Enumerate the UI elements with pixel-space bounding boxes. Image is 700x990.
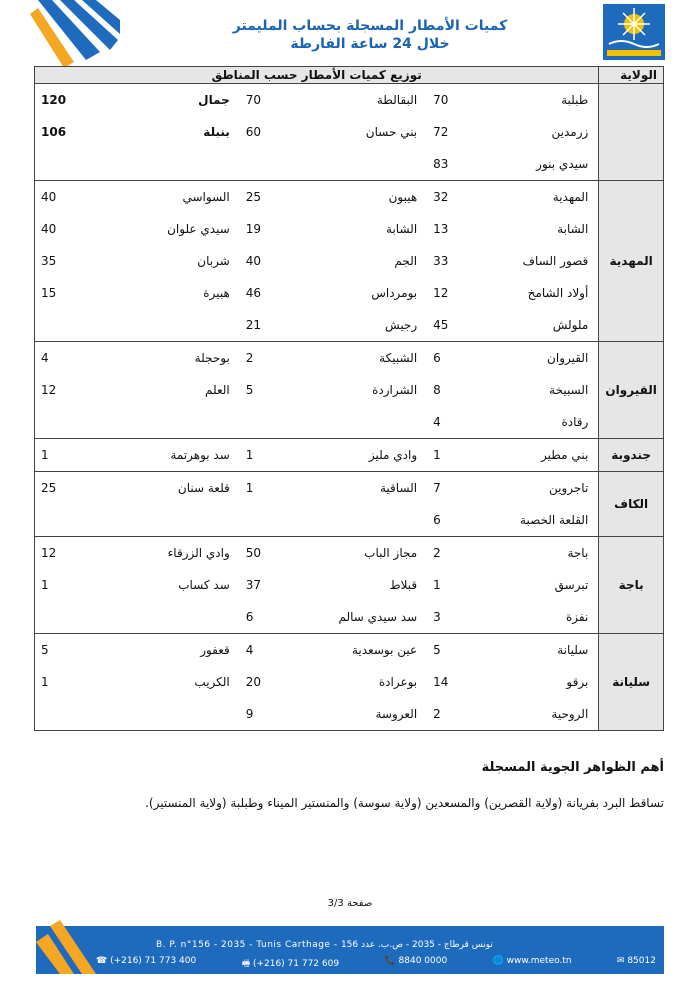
station-name-cell: مجاز الباب bbox=[299, 537, 427, 570]
rain-value-cell: 20 bbox=[245, 675, 262, 689]
rain-value-cell: 7 bbox=[427, 472, 486, 505]
table-row bbox=[35, 537, 664, 570]
table-row bbox=[35, 213, 664, 245]
station-name-cell: الشبيكة bbox=[299, 342, 427, 375]
table-row bbox=[35, 148, 664, 181]
rain-value-cell bbox=[35, 406, 92, 439]
footer-contacts bbox=[96, 956, 656, 972]
station-name-cell: سد كساب bbox=[178, 578, 230, 592]
page-title-block bbox=[150, 18, 590, 52]
rain-value-cell: 5 bbox=[245, 383, 254, 397]
rain-value-cell: 72 bbox=[433, 125, 449, 139]
station-name-cell: بومرداس bbox=[371, 286, 418, 300]
station-name-cell: هيبون bbox=[299, 181, 427, 214]
table-row bbox=[35, 634, 664, 667]
governorate-cell: المهدية bbox=[599, 181, 664, 342]
station-name-cell bbox=[92, 309, 240, 342]
governorate-cell bbox=[599, 84, 664, 181]
station-name-cell: القيروان bbox=[486, 342, 599, 375]
governorate-cell: الكاف bbox=[599, 472, 664, 537]
station-name-cell: رجيش bbox=[385, 318, 418, 332]
rain-value-cell: 13 bbox=[433, 222, 449, 236]
table-header-row bbox=[35, 67, 664, 84]
station-name-cell: الكريب bbox=[194, 675, 230, 689]
station-name-cell bbox=[92, 148, 240, 181]
station-name-cell: سد بوهرتمة bbox=[92, 439, 240, 472]
page-title: كميات الأمطار المسجلة بحساب المليمتر bbox=[232, 18, 508, 34]
rain-value-cell: 1 bbox=[35, 666, 92, 698]
phenomena-text: تساقط البرد بفريانة (ولاية القصرين) والمسعدين (ولاية سوسة) والمنستير الميناء وطبلبة (ولاية المنستير). bbox=[145, 796, 664, 810]
station-name-cell: الشابة bbox=[386, 222, 418, 236]
station-name-cell: سيدي بنور bbox=[536, 157, 589, 171]
rain-value-cell: 1 bbox=[240, 472, 299, 505]
station-name-cell: تبرسق bbox=[554, 578, 589, 592]
table-row bbox=[35, 601, 664, 634]
station-name-cell: جمال bbox=[92, 84, 240, 117]
rain-value-cell: 46 bbox=[245, 286, 262, 300]
station-name-cell: أولاد الشامخ bbox=[527, 286, 589, 300]
rain-value-cell bbox=[35, 309, 92, 342]
station-name-cell: الساقية bbox=[299, 472, 427, 505]
rain-value-cell: 6 bbox=[245, 610, 254, 624]
station-name-cell: المهدية bbox=[486, 181, 599, 214]
station-name-cell: عين بوسعدية bbox=[299, 634, 427, 667]
table-row bbox=[35, 472, 664, 505]
rain-value-cell: 14 bbox=[433, 675, 449, 689]
station-name-cell: باجة bbox=[486, 537, 599, 570]
table-row bbox=[35, 439, 664, 472]
rain-value-cell: 1 bbox=[427, 439, 486, 472]
station-name-cell: قصور الساف bbox=[522, 254, 589, 268]
table-row bbox=[35, 181, 664, 214]
footer-green: 📞 8840 0000 bbox=[384, 956, 448, 966]
rain-value-cell: 12 bbox=[35, 537, 92, 570]
rain-value-cell: 2 bbox=[427, 698, 486, 731]
station-name-cell: بنبلة bbox=[203, 125, 230, 139]
rain-value-cell: 3 bbox=[433, 610, 441, 624]
rain-value-cell: 9 bbox=[240, 698, 299, 731]
rain-value-cell: 19 bbox=[245, 222, 262, 236]
rain-value-cell: 106 bbox=[35, 116, 92, 148]
station-name-cell: بوحجلة bbox=[92, 342, 240, 375]
station-name-cell bbox=[92, 698, 240, 731]
brand-stripes-icon bbox=[30, 0, 120, 70]
table-row bbox=[35, 245, 664, 277]
station-name-cell: ملولش bbox=[552, 318, 589, 332]
station-name-cell: وادي مليز bbox=[299, 439, 427, 472]
station-name-cell: بوعرادة bbox=[378, 675, 418, 689]
governorate-cell: القيروان bbox=[599, 342, 664, 439]
rain-value-cell: 1 bbox=[35, 439, 92, 472]
governorate-cell: جندوبة bbox=[599, 439, 664, 472]
rain-value-cell: 2 bbox=[240, 342, 299, 375]
rain-value-cell: 1 bbox=[35, 569, 92, 601]
table-row bbox=[35, 342, 664, 375]
rain-value-cell: 33 bbox=[433, 254, 449, 268]
station-name-cell: قلعة سنان bbox=[92, 472, 240, 505]
table-row bbox=[35, 406, 664, 439]
station-name-cell: العروسة bbox=[299, 698, 427, 731]
station-name-cell bbox=[299, 504, 427, 537]
station-name-cell: طبلبة bbox=[486, 84, 599, 117]
station-name-cell: قعفور bbox=[92, 634, 240, 667]
station-name-cell: القلعة الخصبة bbox=[520, 513, 589, 527]
station-name-cell: السبيخة bbox=[549, 383, 589, 397]
rain-value-cell: 4 bbox=[35, 342, 92, 375]
footer-bar bbox=[36, 926, 664, 974]
governorate-cell: باجة bbox=[599, 537, 664, 634]
station-name-cell: السواسي bbox=[92, 181, 240, 214]
rain-value-cell bbox=[240, 504, 299, 537]
footer-web[interactable]: 🌐 www.meteo.tn bbox=[492, 956, 572, 966]
rain-value-cell: 83 bbox=[433, 157, 449, 171]
station-name-cell: البقالطة bbox=[299, 84, 427, 117]
rain-value-cell: 40 bbox=[245, 254, 262, 268]
meteo-logo-icon bbox=[603, 4, 665, 60]
page-subtitle: خلال 24 ساعة الفارطة bbox=[290, 36, 450, 52]
rain-value-cell: 5 bbox=[427, 634, 486, 667]
rain-value-cell: 37 bbox=[245, 578, 262, 592]
rain-value-cell: 120 bbox=[35, 84, 92, 117]
rain-value-cell: 40 bbox=[35, 181, 92, 214]
rain-value-cell: 5 bbox=[35, 634, 92, 667]
station-name-cell bbox=[92, 504, 240, 537]
rain-value-cell: 2 bbox=[427, 537, 486, 570]
station-name-cell: تاجروين bbox=[486, 472, 599, 505]
table-row bbox=[35, 504, 664, 537]
station-name-cell: الجم bbox=[394, 254, 418, 268]
rain-value-cell: 6 bbox=[427, 342, 486, 375]
rain-value-cell: 60 bbox=[245, 125, 262, 139]
header-governorate: الولاية bbox=[599, 67, 664, 84]
rain-value-cell: 21 bbox=[245, 318, 262, 332]
section-heading: أهم الظواهر الجوية المسجلة bbox=[481, 760, 664, 775]
header-distribution: توزيع كميات الأمطار حسب المناطق bbox=[35, 67, 599, 84]
footer-stripes-icon bbox=[36, 920, 108, 974]
station-name-cell: نفزة bbox=[565, 610, 589, 624]
station-name-cell: سليانة bbox=[486, 634, 599, 667]
station-name-cell: سيدي علوان bbox=[167, 222, 230, 236]
rain-value-cell: 4 bbox=[240, 634, 299, 667]
station-name-cell: برقو bbox=[566, 675, 589, 689]
table-row bbox=[35, 374, 664, 406]
table-row bbox=[35, 309, 664, 342]
rain-value-cell: 25 bbox=[35, 472, 92, 505]
rain-value-cell: 50 bbox=[240, 537, 299, 570]
station-name-cell: الروحية bbox=[486, 698, 599, 731]
rain-value-cell: 15 bbox=[35, 277, 92, 309]
rain-value-cell bbox=[240, 406, 299, 439]
rain-value-cell: 4 bbox=[433, 415, 441, 429]
footer-sms: ✉ 85012 bbox=[616, 956, 656, 966]
station-name-cell bbox=[299, 148, 427, 181]
station-name-cell: زرمدين bbox=[551, 125, 589, 139]
rain-value-cell: 1 bbox=[433, 578, 441, 592]
rain-value-cell: 70 bbox=[240, 84, 299, 117]
table-row bbox=[35, 666, 664, 698]
rain-value-cell: 40 bbox=[35, 213, 92, 245]
table-row bbox=[35, 698, 664, 731]
rain-value-cell: 32 bbox=[427, 181, 486, 214]
table-row bbox=[35, 569, 664, 601]
rain-value-cell: 25 bbox=[240, 181, 299, 214]
rain-value-cell bbox=[240, 148, 299, 181]
station-name-cell: العلم bbox=[205, 383, 230, 397]
station-name-cell bbox=[92, 601, 240, 634]
rainfall-table bbox=[34, 66, 664, 731]
station-name-cell: سد سيدي سالم bbox=[338, 610, 418, 624]
station-name-cell: شربان bbox=[197, 254, 230, 268]
table-row bbox=[35, 116, 664, 148]
page-number: صفحة 3/3 bbox=[327, 898, 373, 909]
station-name-cell: الشابة bbox=[557, 222, 589, 236]
governorate-cell: سليانة bbox=[599, 634, 664, 731]
station-name-cell: قبلاط bbox=[389, 578, 418, 592]
station-name-cell: الشراردة bbox=[372, 383, 418, 397]
station-name-cell: وادي الزرقاء bbox=[92, 537, 240, 570]
rain-value-cell bbox=[35, 698, 92, 731]
rain-value-cell: 12 bbox=[35, 374, 92, 406]
station-name-cell: بني مطير bbox=[486, 439, 599, 472]
rain-value-cell: 1 bbox=[240, 439, 299, 472]
footer-address: B. P. n°156 - 2035 - Tunis Carthage - تونس قرطاج - 2035 - ص.ب. عدد 156 bbox=[156, 940, 493, 950]
rain-value-cell: 12 bbox=[433, 286, 449, 300]
table-row bbox=[35, 84, 664, 117]
rain-value-cell: 8 bbox=[433, 383, 441, 397]
rain-value-cell: 45 bbox=[433, 318, 449, 332]
footer-phone: ☎ (+216) 71 773 400 bbox=[96, 956, 197, 966]
rain-value-cell: 70 bbox=[427, 84, 486, 117]
station-name-cell: رقادة bbox=[561, 415, 589, 429]
rain-value-cell: 35 bbox=[35, 245, 92, 277]
table-row bbox=[35, 277, 664, 309]
station-name-cell: هبيرة bbox=[203, 286, 230, 300]
rain-value-cell bbox=[35, 504, 92, 537]
footer-fax: 🖷 (+216) 71 772 609 bbox=[241, 959, 340, 969]
station-name-cell bbox=[299, 406, 427, 439]
rain-value-cell: 6 bbox=[433, 513, 441, 527]
station-name-cell: بني حسان bbox=[365, 125, 418, 139]
station-name-cell bbox=[92, 406, 240, 439]
rain-value-cell bbox=[35, 148, 92, 181]
rain-value-cell bbox=[35, 601, 92, 634]
